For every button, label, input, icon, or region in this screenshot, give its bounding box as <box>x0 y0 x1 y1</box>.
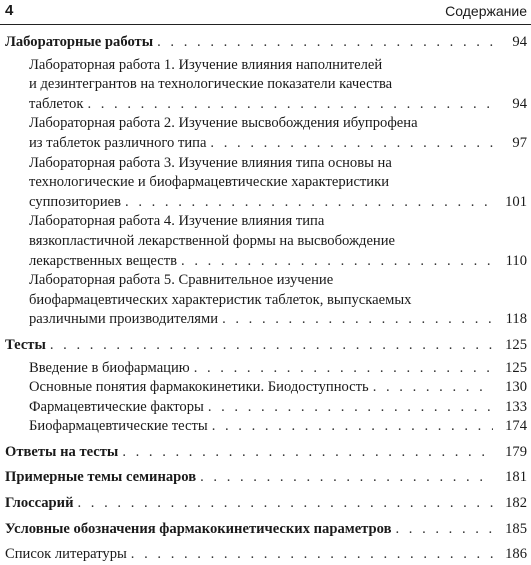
toc-page-number: 97 <box>512 134 527 151</box>
dot-leader <box>194 359 493 379</box>
toc-page-number: 125 <box>505 359 527 376</box>
toc-page-number: 110 <box>505 252 527 269</box>
toc-entry-line: таблеток <box>29 95 84 112</box>
toc-page-number: 181 <box>505 469 527 486</box>
toc-entry-lab-2[interactable] <box>0 114 531 153</box>
toc-entry-references[interactable] <box>0 545 531 565</box>
dot-leader <box>78 494 494 514</box>
toc-entry-glossary[interactable] <box>0 494 531 514</box>
dot-leader <box>157 33 493 53</box>
dot-leader <box>200 468 493 488</box>
dot-leader <box>210 134 493 154</box>
toc-entry-line: Фармацевтические факторы <box>29 398 204 415</box>
toc-entry-line: и дезинтегрантов на технологические показатели качества <box>29 76 393 93</box>
toc-page-number: 185 <box>505 520 527 537</box>
toc-entry-lab-3[interactable] <box>0 154 531 213</box>
toc-entry-tests-pharmacokinetics[interactable] <box>0 378 531 398</box>
toc-entry-tests-intro[interactable] <box>0 359 531 379</box>
toc-entry-line: суппозиториев <box>29 193 122 210</box>
toc-entry-line: Лабораторная работа 1. Изучение влияния наполнителей <box>29 56 383 73</box>
dot-leader <box>122 443 493 463</box>
running-title: Содержание <box>445 3 527 19</box>
toc-page-number: 101 <box>505 193 527 210</box>
toc-page-number: 125 <box>505 336 527 353</box>
toc-entry-line: вязкопластичной лекарственной формы на высвобождение <box>29 232 396 249</box>
toc-entry-title: Примерные темы семинаров <box>5 469 197 486</box>
toc-entry-symbols[interactable] <box>0 520 531 540</box>
toc-entry-line: из таблеток различного типа <box>29 134 207 151</box>
dot-leader <box>208 398 493 418</box>
toc-entry-line: различными производителями <box>29 311 219 328</box>
dot-leader <box>373 378 493 398</box>
toc-page-number: 186 <box>505 546 527 563</box>
toc-entry-tests-pharmaceutical-factors[interactable] <box>0 398 531 418</box>
table-of-contents <box>0 33 531 565</box>
toc-entry-title: Ответы на тесты <box>5 443 119 460</box>
toc-entry-title: Глоссарий <box>5 495 74 512</box>
toc-page-number: 94 <box>512 34 527 50</box>
toc-entry-title: Условные обозначения фармакокинетических параметров <box>5 520 392 537</box>
toc-entry-lab-1[interactable] <box>0 56 531 115</box>
toc-entry-line: Лабораторная работа 5. Сравнительное изучение <box>29 272 334 289</box>
toc-page-number: 118 <box>505 311 527 328</box>
toc-entry-lab-4[interactable] <box>0 212 531 271</box>
toc-page-number: 94 <box>512 95 527 112</box>
toc-entry-answers[interactable] <box>0 443 531 463</box>
toc-entry-line: Лабораторная работа 3. Изучение влияния типа основы на <box>29 154 392 171</box>
toc-entry-tests-biopharm[interactable] <box>0 417 531 437</box>
toc-page-number: 133 <box>505 398 527 415</box>
toc-entry-title: Тесты <box>5 336 46 353</box>
toc-page-number: 182 <box>505 495 527 512</box>
page-number: 4 <box>5 2 14 19</box>
toc-entry-line: Биофармацевтические тесты <box>29 418 208 435</box>
toc-entry-lab-5[interactable] <box>0 271 531 330</box>
dot-leader <box>131 545 493 565</box>
dot-leader <box>125 193 493 213</box>
dot-leader <box>181 252 493 272</box>
dot-leader <box>87 95 493 115</box>
toc-entry-line: технологические и биофармацевтические характеристики <box>29 174 390 191</box>
dot-leader <box>222 310 493 330</box>
dot-leader <box>212 417 493 437</box>
toc-entry-line: Лабораторная работа 4. Изучение влияния типа <box>29 213 325 230</box>
toc-entry-line: Введение в биофармацию <box>29 359 190 376</box>
page-header <box>0 0 531 25</box>
toc-entry-line: лекарственных веществ <box>29 252 178 269</box>
toc-entry-title: Список литературы <box>5 546 127 563</box>
toc-entry-line: биофармацевтических характеристик таблеток, выпускаемых <box>29 291 412 308</box>
dot-leader <box>50 336 493 356</box>
toc-entry-lab-works[interactable] <box>0 33 531 53</box>
toc-entry-line: Лабораторная работа 2. Изучение высвобождения ибупрофена <box>29 115 418 132</box>
toc-page-number: 179 <box>505 443 527 460</box>
toc-page-number: 174 <box>505 418 527 435</box>
toc-page-number: 130 <box>505 379 527 396</box>
dot-leader <box>395 520 493 540</box>
toc-entry-tests[interactable] <box>0 336 531 356</box>
toc-entry-seminars[interactable] <box>0 468 531 488</box>
toc-entry-title: Лабораторные работы <box>5 34 154 50</box>
toc-entry-line: Основные понятия фармакокинетики. Биодоступность <box>29 379 369 396</box>
